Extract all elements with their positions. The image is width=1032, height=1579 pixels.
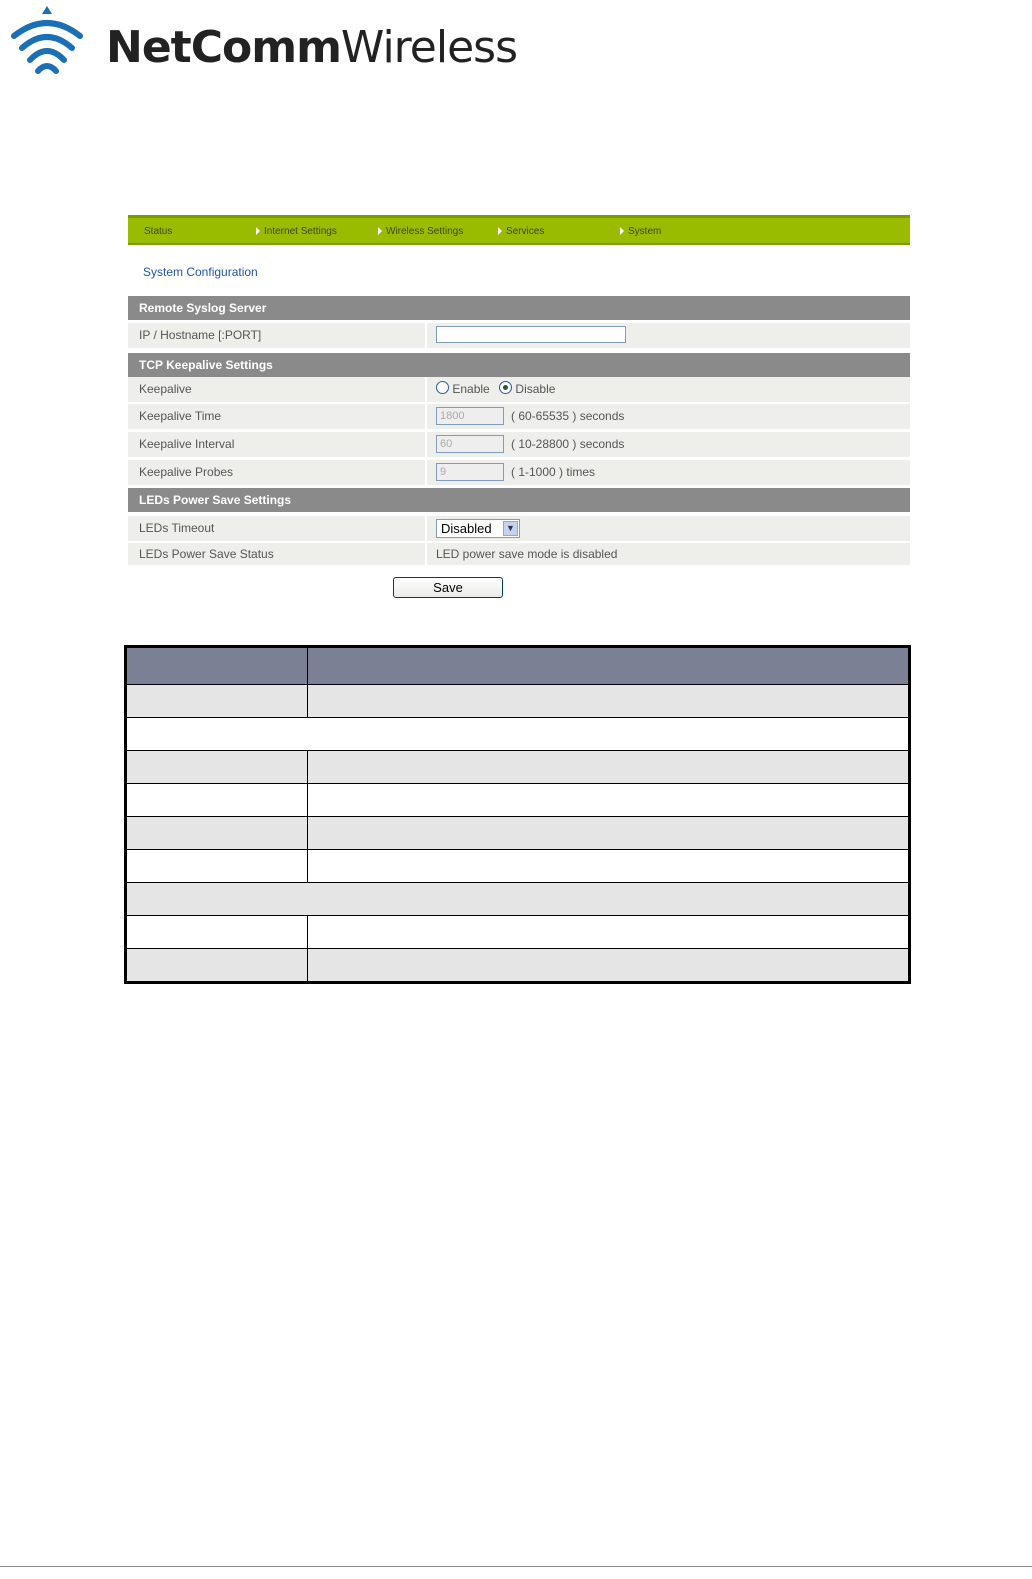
keepalive-interval-input[interactable]: 60 bbox=[436, 435, 504, 453]
keepalive-row bbox=[128, 377, 910, 402]
keepalive-section-header: TCP Keepalive Settings bbox=[128, 353, 910, 377]
table-row bbox=[127, 949, 909, 982]
keepalive-probes-input[interactable]: 9 bbox=[436, 463, 504, 481]
syslog-section-header: Remote Syslog Server bbox=[128, 296, 910, 320]
leds-status-row bbox=[128, 543, 910, 565]
nav-internet-settings[interactable]: Internet Settings bbox=[256, 226, 337, 237]
table-row bbox=[127, 850, 909, 883]
arrow-right-icon bbox=[498, 227, 502, 235]
keepalive-interval-unit: ( 10-28800 ) seconds bbox=[511, 437, 625, 451]
keepalive-time-label: Keepalive Time bbox=[128, 404, 425, 429]
nav-status[interactable]: Status bbox=[144, 226, 173, 237]
keepalive-label: Keepalive bbox=[128, 377, 425, 402]
keepalive-time-row bbox=[128, 404, 910, 429]
keepalive-probes-unit: ( 1-1000 ) times bbox=[511, 465, 596, 479]
breadcrumb[interactable]: System Configuration bbox=[143, 265, 258, 279]
keepalive-time-unit: ( 60-65535 ) seconds bbox=[511, 409, 625, 423]
arrow-right-icon bbox=[620, 227, 624, 235]
router-config-panel bbox=[128, 215, 910, 595]
disable-label: Disable bbox=[515, 382, 556, 396]
nav-services[interactable]: Services bbox=[498, 226, 544, 237]
table-row bbox=[127, 784, 909, 817]
keepalive-probes-label: Keepalive Probes bbox=[128, 460, 425, 485]
syslog-ip-row bbox=[128, 323, 910, 348]
leds-timeout-row bbox=[128, 516, 910, 541]
table-row bbox=[127, 916, 909, 949]
leds-timeout-label: LEDs Timeout bbox=[128, 516, 425, 541]
ip-hostname-label: IP / Hostname [:PORT] bbox=[128, 323, 425, 348]
table-header-cell bbox=[308, 648, 909, 685]
chevron-down-icon[interactable]: ▼ bbox=[503, 521, 518, 536]
table-row bbox=[127, 718, 909, 751]
table-row bbox=[127, 883, 909, 916]
wifi-logo-icon bbox=[10, 6, 90, 76]
arrow-right-icon bbox=[378, 227, 382, 235]
table-row bbox=[127, 817, 909, 850]
footer-divider bbox=[0, 1566, 1032, 1567]
table-header-cell bbox=[127, 648, 308, 685]
leds-section-header: LEDs Power Save Settings bbox=[128, 488, 910, 512]
top-nav bbox=[128, 215, 910, 245]
nav-wireless-settings[interactable]: Wireless Settings bbox=[378, 226, 463, 237]
keepalive-time-input[interactable]: 1800 bbox=[436, 407, 504, 425]
arrow-right-icon bbox=[256, 227, 260, 235]
save-button[interactable]: Save bbox=[393, 577, 503, 598]
description-table bbox=[124, 645, 911, 984]
leds-status-value: LED power save mode is disabled bbox=[427, 543, 910, 565]
keepalive-probes-row bbox=[128, 460, 910, 485]
nav-system[interactable]: System bbox=[620, 226, 661, 237]
ip-hostname-input[interactable] bbox=[436, 326, 626, 343]
table-row bbox=[127, 685, 909, 718]
leds-status-label: LEDs Power Save Status bbox=[128, 543, 425, 565]
table-row bbox=[127, 751, 909, 784]
keepalive-enable-radio[interactable] bbox=[436, 381, 449, 394]
enable-label: Enable bbox=[452, 382, 490, 396]
keepalive-interval-label: Keepalive Interval bbox=[128, 432, 425, 457]
netcomm-logo bbox=[10, 6, 518, 76]
leds-timeout-select[interactable]: Disabled ▼ bbox=[436, 519, 520, 538]
brand-name: NetCommWireless bbox=[106, 22, 518, 73]
keepalive-interval-row bbox=[128, 432, 910, 457]
keepalive-disable-radio[interactable] bbox=[499, 381, 512, 394]
